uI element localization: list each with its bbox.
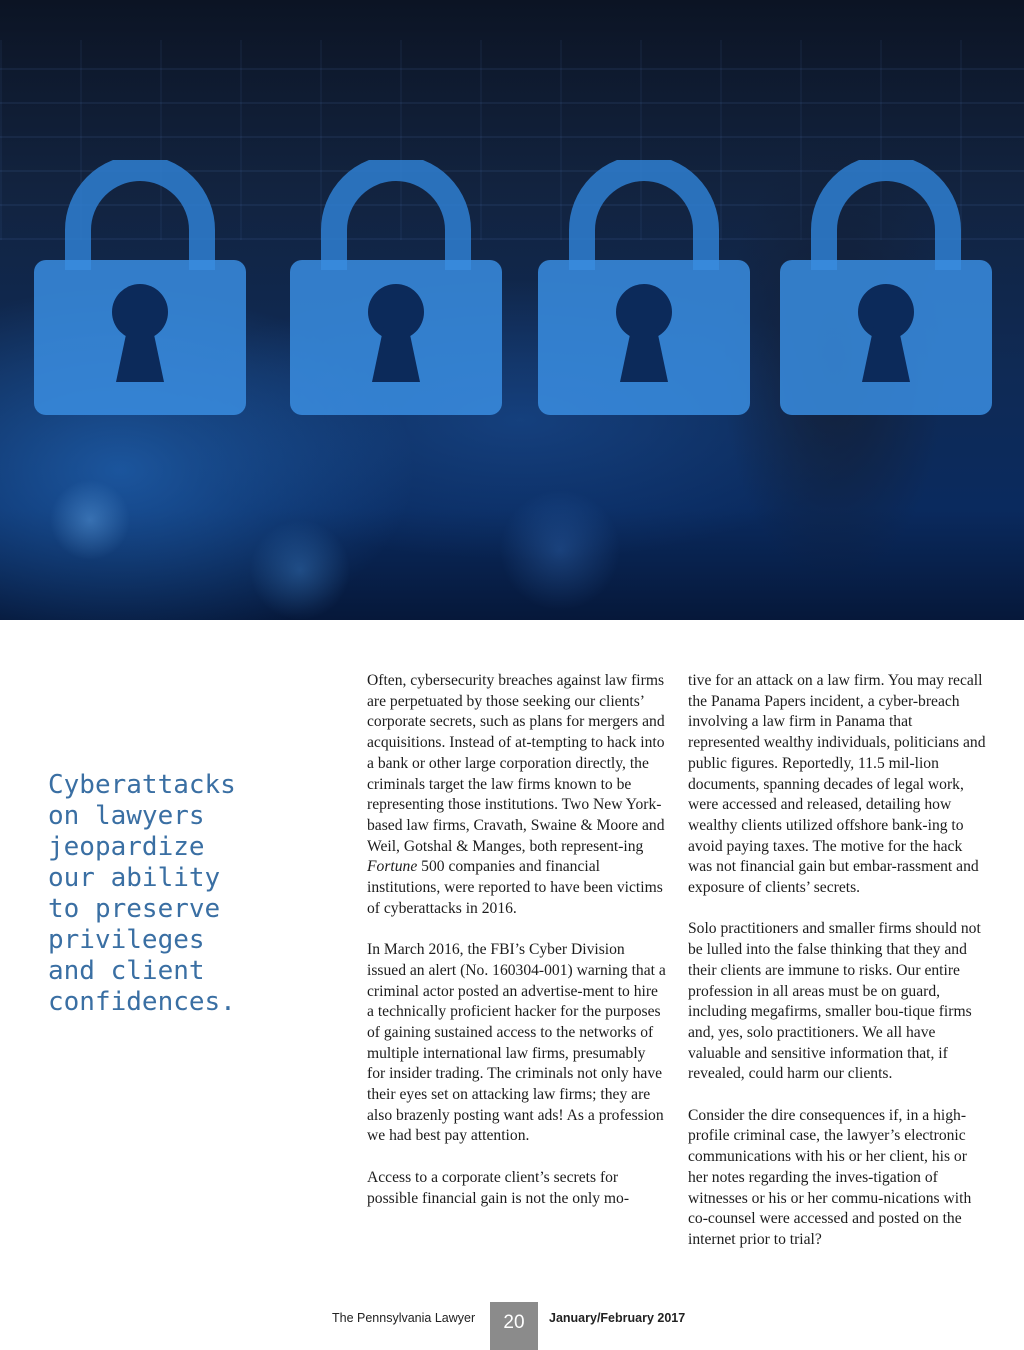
padlock-icon — [30, 160, 250, 420]
paragraph: In March 2016, the FBI’s Cyber Division issued an alert (No. 160304-001) warning that a criminal actor posted an advertise-ment to hire a technically proficient hacker for the purposes of gaining sustained access to the networks of multiple international law firms, presumably for insider trading. The criminals not only have their eyes set on attacking law firms; they are also brazenly posting want ads! As a profession we had best pay attention. — [367, 941, 666, 1145]
hero-image — [0, 0, 1024, 620]
article-column-1 — [367, 671, 667, 1230]
background-lights — [0, 400, 1024, 620]
paragraph: Often, cybersecurity breaches against law firms are perpetuated by those seeking our clients’ corporate secrets, such as plans for mergers and acquisitions. Instead of at-tempting to hack into a bank or other large corporation directly, the criminals target the law firms known to be representing those institutions. Two New York-based law firms, Cravath, Swaine & Moore and Weil, Gotshal & Manges, both represent-ing Fortune 500 companies and financial institutions, were reported to have been victims of cyberattacks in 2016. — [367, 672, 665, 917]
article-column-2 — [688, 671, 988, 1271]
padlock-icon — [534, 160, 754, 420]
paragraph: Solo practitioners and smaller firms should not be lulled into the false thinking that they and their clients are immune to risks. Our entire profession in all areas must be on guard, including megafirms, smaller bou-tique firms and, yes, solo practitioners. We all have valuable and sensitive information that, if revealed, could harm our clients. — [688, 920, 981, 1083]
paragraph: tive for an attack on a law firm. You may recall the Panama Papers incident, a cyber-breach involving a law firm in Panama that represented wealthy individuals, politicians and public figures. Reportedly, 11.5 mil-lion documents, spanning decades of legal work, were accessed and released, detailing how wealthy clients utilized offshore bank-ing to avoid paying taxes. The motive for the hack was not financial gain but embar-rassment and exposure of clients’ secrets. — [688, 672, 986, 897]
padlock-icon — [286, 160, 506, 420]
footer-publication: The Pennsylvania Lawyer — [332, 1311, 476, 1325]
paragraph: Consider the dire consequences if, in a high-profile criminal case, the lawyer’s electronic communications with his or her client, his or her notes regarding the inves-tigation of witnesses or his or her commu-nications with co-counsel were accessed and posted on the internet prior to trial? — [688, 1106, 972, 1248]
pull-quote: Cyberattacks on lawyers jeopardize our ability to preserve privileges and client confidences. — [48, 770, 236, 1017]
page-number: 20 — [490, 1302, 538, 1350]
padlock-icon — [776, 160, 996, 420]
footer-issue: January/February 2017 — [549, 1311, 686, 1325]
publication-name: Fortune — [367, 858, 418, 876]
paragraph: Access to a corporate client’s secrets for possible financial gain is not the only mo- — [367, 1168, 630, 1207]
